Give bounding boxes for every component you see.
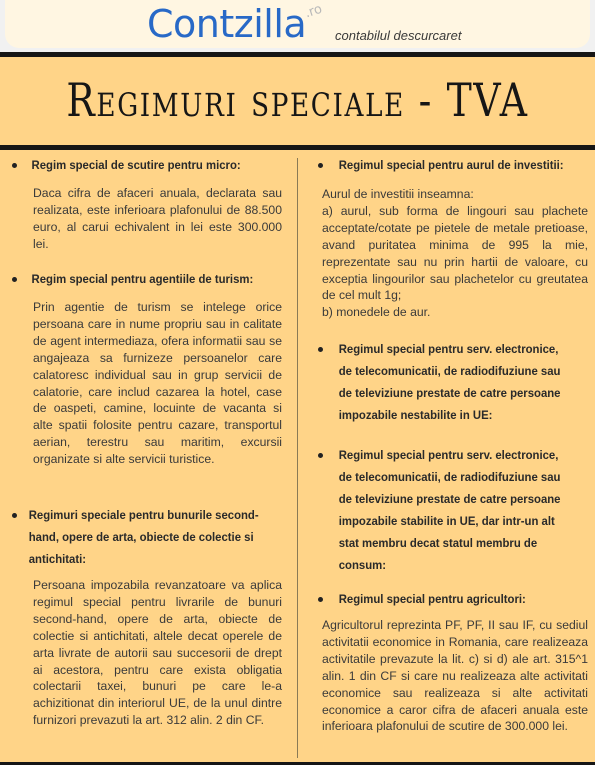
section-heading: Regim special pentru agentiile de turism: [31, 272, 254, 286]
section-agricultori [322, 588, 588, 735]
header-card [5, 0, 590, 48]
section-text: Agricultorul reprezinta PF, PF, II sau IF, cu sediul activitatii economice in Romania, care realizeaza activitatile prevazute la lit. c) si d) ale art. 315^1 alin. 1 din CF si care nu realizeaza alte activitati economice sau realizeaza si alte activitati economice a caror cifra de afaceri anuala este inferioara plafonului de scutire de 300.000 lei. [322, 618, 588, 734]
text-line: Aurul de investitii inseamna: [322, 187, 474, 201]
section-heading: Regimul special pentru aurul de investitii: [338, 158, 564, 172]
content-area [0, 150, 595, 765]
section-text: Prin agentie de turism se intelege orice persoana care in nume propriu sau in calitate de agent intermediaza, ofera informatii sau se angajeaza sa furnizeze persoanelor care calatoresc individual sau in grup servicii de calatorie, care includ cazarea la hotel, case de oaspeti, camine, locuinte de vacanta si alte spatii folosite pentru cazare, transportul aerian, terestru sau maritim, excursii organizate si alte servicii turistice. [33, 300, 282, 467]
section-serv-nestabilite [322, 338, 588, 426]
section-second-hand [12, 504, 287, 729]
section-turism [12, 268, 287, 468]
section-text: Daca cifra de afaceri anuala, declarata sau realizata, este inferioara plafonului de 88.500 euro, al carui echivalent in lei este 300.000 lei. [33, 186, 282, 251]
section-micro [12, 154, 287, 253]
section-heading: Regimul special pentru serv. electronice, de telecomunicatii, de radiodifuziune sau de televiziune prestate de catre persoane impozabile stabilite in UE, dar intr-un alt stat membru decat statul membru de consum: [338, 448, 561, 572]
section-heading: Regimul special pentru serv. electronice, de telecomunicatii, de radiodifuziune sau de televiziune prestate de catre persoane impozabile nestabilite in UE: [338, 342, 561, 422]
section-text: Persoana impozabila revanzatoare va aplica regimul special pentru livrarile de bunuri second-hand, opere de arta, obiecte de colectie si antichitati, altele decat operele de arta livrate de autorii sau succesorii de drept ai acestora, pentru care exista obligatia colectarii taxei, bunuri pe care le-a achizitionat din interiorul UE, de la unul dintre furnizori prevazuti la art. 312 alin. 2 din CF. [33, 578, 282, 728]
section-serv-stabilite [322, 444, 588, 576]
text-line: a) aurul, sub forma de lingouri sau plachete acceptate/cotate pe pietele de metale pretioase, avand puritatea minima de 995 la mie, reprezentate sau nu prin hartii de valoare, cu exceptia lingourilor sau plachetelor cu greutatea de cel mult 1g; [322, 203, 588, 303]
section-heading: Regim special de scutire pentru micro: [31, 158, 241, 172]
logo-domain-suffix: .ro [303, 1, 325, 22]
section-text [322, 186, 588, 321]
section-heading: Regimuri speciale pentru bunurile second-hand, opere de arta, obiecte de colectie si antichitati: [28, 508, 259, 566]
page-title: Regimuri speciale - TVA [66, 73, 529, 127]
title-bar [0, 52, 595, 150]
tagline: contabilul descurcaret [335, 28, 462, 43]
text-line: b) monedele de aur. [322, 305, 431, 320]
section-aur [322, 154, 588, 321]
column-divider [297, 158, 298, 758]
contzilla-logo[interactable]: Contzilla [147, 2, 307, 46]
section-heading: Regimul special pentru agricultori: [338, 592, 526, 606]
